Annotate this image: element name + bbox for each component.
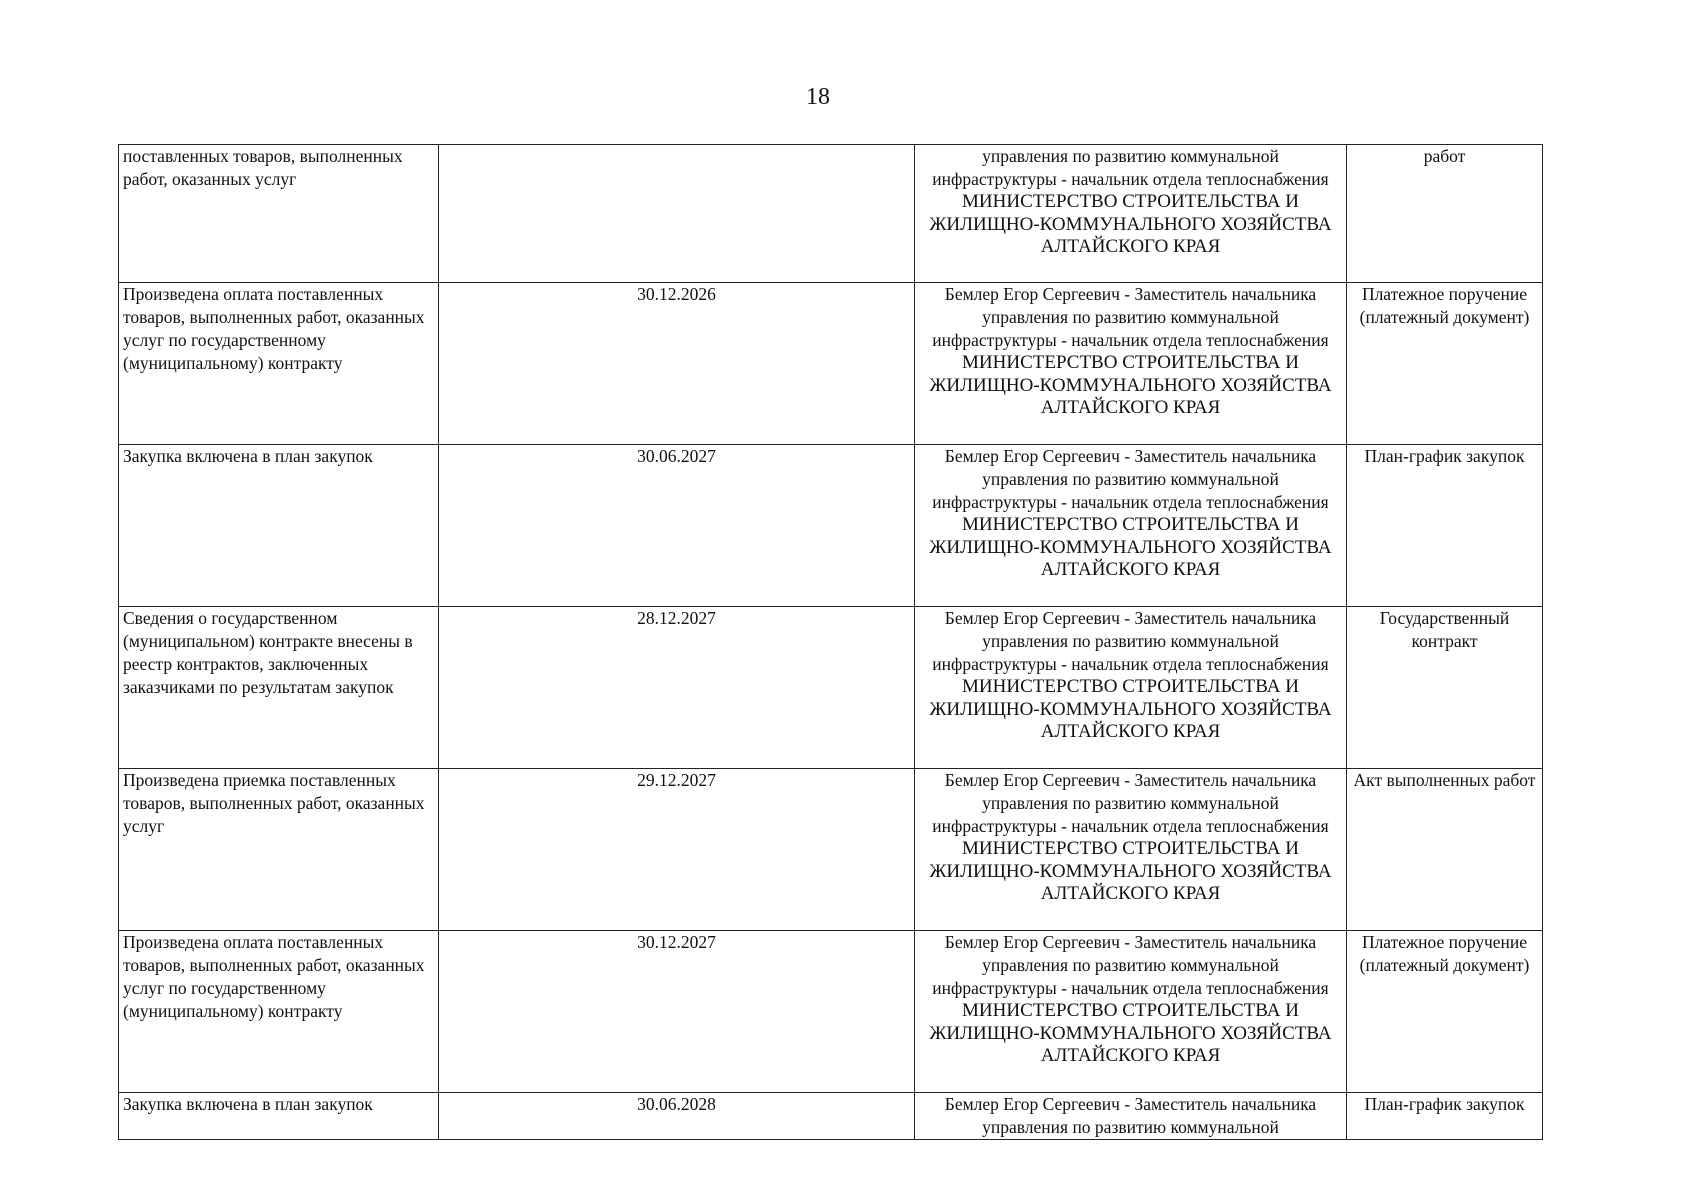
table-row	[119, 283, 1543, 445]
responsible-person: Бемлер Егор Сергеевич - Заместитель начальника управления по развитию коммунальной	[944, 1094, 1317, 1137]
table-row	[119, 1093, 1543, 1140]
document-cell: Акт выполненных работ	[1347, 769, 1543, 931]
document-cell: План-график закупок	[1347, 1093, 1543, 1140]
responsible-cell	[915, 931, 1347, 1093]
event-cell: Закупка включена в план закупок	[119, 1093, 439, 1140]
responsible-person: Бемлер Егор Сергеевич - Заместитель начальника управления по развитию коммунальной инфраструктуры - начальник отдела теплоснабжения	[932, 770, 1329, 836]
responsible-organization: МИНИСТЕРСТВО СТРОИТЕЛЬСТВА И ЖИЛИЩНО-КОММУНАЛЬНОГО ХОЗЯЙСТВА АЛТАЙСКОГО КРАЯ	[929, 191, 1332, 257]
responsible-person: Бемлер Егор Сергеевич - Заместитель начальника управления по развитию коммунальной инфраструктуры - начальник отдела теплоснабжения	[932, 446, 1329, 512]
event-cell: Закупка включена в план закупок	[119, 445, 439, 607]
date-cell: 29.12.2027	[439, 769, 915, 931]
date-cell: 30.12.2027	[439, 931, 915, 1093]
responsible-cell	[915, 607, 1347, 769]
date-cell: 30.06.2028	[439, 1093, 915, 1140]
table-row	[119, 445, 1543, 607]
date-cell: 30.12.2026	[439, 283, 915, 445]
responsible-person: Бемлер Егор Сергеевич - Заместитель начальника управления по развитию коммунальной инфраструктуры - начальник отдела теплоснабжения	[932, 932, 1329, 998]
responsible-organization: МИНИСТЕРСТВО СТРОИТЕЛЬСТВА И ЖИЛИЩНО-КОММУНАЛЬНОГО ХОЗЯЙСТВА АЛТАЙСКОГО КРАЯ	[929, 1000, 1332, 1066]
document-cell: работ	[1347, 145, 1543, 283]
page-number: 18	[806, 84, 830, 110]
responsible-cell	[915, 283, 1347, 445]
responsible-organization: МИНИСТЕРСТВО СТРОИТЕЛЬСТВА И ЖИЛИЩНО-КОММУНАЛЬНОГО ХОЗЯЙСТВА АЛТАЙСКОГО КРАЯ	[929, 514, 1332, 580]
responsible-cell	[915, 1093, 1347, 1140]
table-row	[119, 145, 1543, 283]
event-cell: Произведена оплата поставленных товаров, выполненных работ, оказанных услуг по государственному (муниципальному) контракту	[119, 931, 439, 1093]
responsible-cell	[915, 769, 1347, 931]
responsible-organization: МИНИСТЕРСТВО СТРОИТЕЛЬСТВА И ЖИЛИЩНО-КОММУНАЛЬНОГО ХОЗЯЙСТВА АЛТАЙСКОГО КРАЯ	[929, 352, 1332, 418]
date-cell: 30.06.2027	[439, 445, 915, 607]
schedule-table	[118, 144, 1543, 1140]
date-cell: 28.12.2027	[439, 607, 915, 769]
responsible-cell	[915, 445, 1347, 607]
responsible-cell	[915, 145, 1347, 283]
event-cell: Произведена приемка поставленных товаров, выполненных работ, оказанных услуг	[119, 769, 439, 931]
responsible-person: Бемлер Егор Сергеевич - Заместитель начальника управления по развитию коммунальной инфраструктуры - начальник отдела теплоснабжения	[932, 284, 1329, 350]
document-cell: План-график закупок	[1347, 445, 1543, 607]
document-cell: Государственный контракт	[1347, 607, 1543, 769]
responsible-organization: МИНИСТЕРСТВО СТРОИТЕЛЬСТВА И ЖИЛИЩНО-КОММУНАЛЬНОГО ХОЗЯЙСТВА АЛТАЙСКОГО КРАЯ	[929, 676, 1332, 742]
table-row	[119, 769, 1543, 931]
document-cell: Платежное поручение (платежный документ)	[1347, 283, 1543, 445]
event-cell: поставленных товаров, выполненных работ, оказанных услуг	[119, 145, 439, 283]
table-row	[119, 607, 1543, 769]
responsible-person: управления по развитию коммунальной инфраструктуры - начальник отдела теплоснабжения	[932, 146, 1329, 189]
table-row	[119, 931, 1543, 1093]
event-cell: Произведена оплата поставленных товаров, выполненных работ, оказанных услуг по государственному (муниципальному) контракту	[119, 283, 439, 445]
responsible-organization: МИНИСТЕРСТВО СТРОИТЕЛЬСТВА И ЖИЛИЩНО-КОММУНАЛЬНОГО ХОЗЯЙСТВА АЛТАЙСКОГО КРАЯ	[929, 838, 1332, 904]
document-cell: Платежное поручение (платежный документ)	[1347, 931, 1543, 1093]
event-cell: Сведения о государственном (муниципальном) контракте внесены в реестр контрактов, заключенных заказчиками по результатам закупок	[119, 607, 439, 769]
date-cell	[439, 145, 915, 283]
responsible-person: Бемлер Егор Сергеевич - Заместитель начальника управления по развитию коммунальной инфраструктуры - начальник отдела теплоснабжения	[932, 608, 1329, 674]
